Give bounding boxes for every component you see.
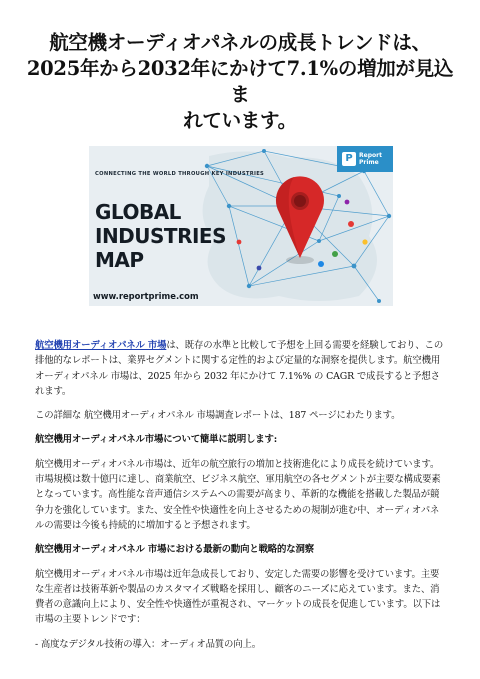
- section-2-body: 航空機用オーディオパネル市場は近年急成長しており、安定した需要の影響を受けています。主要な生産者は技術革新や製品のカスタマイズ戦略を採用し、顧客のニーズに応えています。また、消費者の意識向上により、安全性や快適性が重視され、マーケットの成長を促進しています。以下は市場の主要トレンドです：: [35, 568, 441, 626]
- banner-url: www.reportprime.com: [93, 291, 199, 301]
- section-1-body: 航空機用オーディオパネル市場は、近年の航空旅行の増加と技術進化により成長を続けています。市場規模は数十億円に達し、商業航空、ビジネス航空、軍用航空の各セグメントが主要な構成要素となっています。高性能な音声通信システムへの需要が高まり、革新的な機能を搭載した製品が競争力を強化しています。また、安全性や快適性を向上させるための規制が進む中、オーディオパネルの需要は今後も持続的に増加すると予想されます。: [35, 458, 441, 531]
- page-title: [24, 30, 456, 134]
- banner-heading-line-1: GLOBAL: [95, 200, 181, 224]
- logo-mark-icon: P: [342, 152, 356, 166]
- pages-note: この詳細な 航空機用オーディオパネル 市場調査レポートは、187 ページにわたります。: [35, 410, 401, 422]
- section-1-heading: 航空機用オーディオパネル市場について簡単に説明します:: [35, 434, 278, 446]
- banner-heading-line-2: INDUSTRIES: [95, 224, 226, 248]
- title-line-2: 2025年から2032年にかけて7.1%の増加が見込ま: [26, 57, 454, 106]
- banner-image: [89, 146, 393, 306]
- title-line-1: 航空機オーディオパネルの成長トレンドは、: [49, 31, 431, 54]
- intro-text: は、既存の水準と比較して予想を上回る需要を経験しており、この排他的なレポートは、業界セグメントに関する定性的および定量的な洞察を提供します。航空機用オーディオパネル 市場は、2025 年から 2032 年にかけて 7.1%% の CAGR で成長すると予想されます。: [35, 340, 444, 397]
- banner-tagline: CONNECTING THE WORLD THROUGH KEY INDUSTRIES: [95, 171, 265, 177]
- title-line-3: れています。: [183, 109, 297, 132]
- logo-text-line-1: Report: [359, 152, 382, 159]
- logo-text-line-2: Prime: [359, 159, 379, 166]
- intro-paragraph: [35, 338, 447, 399]
- section-2-heading: 航空機用オーディオパネル 市場における最新の動向と戦略的な洞察: [35, 544, 314, 556]
- banner-heading-line-3: MAP: [95, 248, 144, 272]
- article-body: [35, 338, 447, 652]
- trend-bullet-1: - 高度なデジタル技術の導入：オーディオ品質の向上。: [35, 638, 261, 650]
- reportprime-logo: [337, 146, 393, 172]
- market-link[interactable]: 航空機用オーディオパネル 市場: [35, 340, 167, 351]
